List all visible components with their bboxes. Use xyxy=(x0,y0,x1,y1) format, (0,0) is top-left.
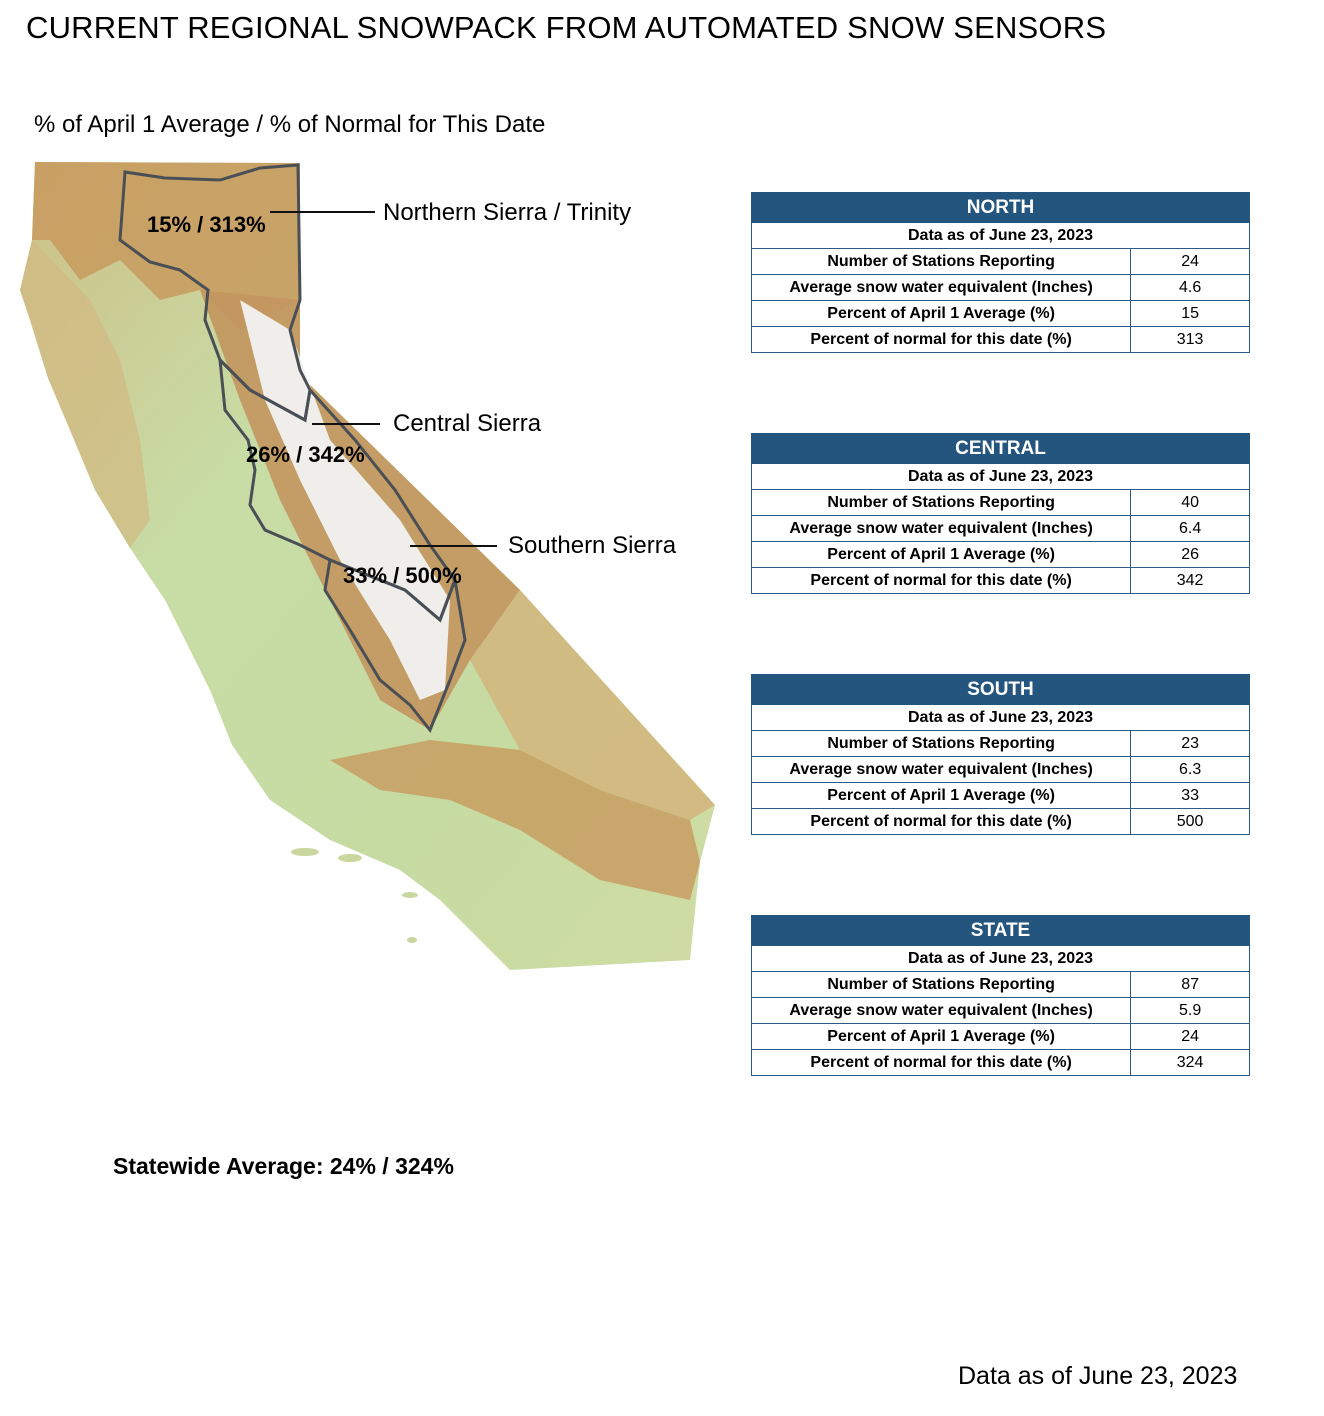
state-table xyxy=(751,915,1250,1076)
central-table xyxy=(751,433,1250,594)
central-region-name: Central Sierra xyxy=(393,410,542,437)
swe-label: Average snow water equivalent (Inches) xyxy=(752,516,1131,542)
stations-value: 87 xyxy=(1131,972,1250,998)
table-header: SOUTH xyxy=(752,675,1250,705)
april1-label: Percent of April 1 Average (%) xyxy=(752,301,1131,327)
stations-value: 24 xyxy=(1131,249,1250,275)
swe-value: 5.9 xyxy=(1131,998,1250,1024)
south-region-name: Southern Sierra xyxy=(508,532,677,559)
table-date: Data as of June 23, 2023 xyxy=(752,946,1250,972)
april1-value: 33 xyxy=(1131,783,1250,809)
stations-value: 23 xyxy=(1131,731,1250,757)
april1-label: Percent of April 1 Average (%) xyxy=(752,542,1131,568)
table-header: CENTRAL xyxy=(752,434,1250,464)
swe-label: Average snow water equivalent (Inches) xyxy=(752,998,1131,1024)
april1-value: 26 xyxy=(1131,542,1250,568)
north-region-stat: 15% / 313% xyxy=(147,212,266,237)
stations-label: Number of Stations Reporting xyxy=(752,490,1131,516)
normal-value: 313 xyxy=(1131,327,1250,353)
central-region-stat: 26% / 342% xyxy=(246,442,365,467)
april1-value: 24 xyxy=(1131,1024,1250,1050)
april1-label: Percent of April 1 Average (%) xyxy=(752,783,1131,809)
north-table xyxy=(751,192,1250,353)
north-region-name: Northern Sierra / Trinity xyxy=(383,199,632,226)
swe-label: Average snow water equivalent (Inches) xyxy=(752,757,1131,783)
table-date: Data as of June 23, 2023 xyxy=(752,464,1250,490)
april1-value: 15 xyxy=(1131,301,1250,327)
normal-value: 342 xyxy=(1131,568,1250,594)
normal-label: Percent of normal for this date (%) xyxy=(752,1050,1131,1076)
stations-label: Number of Stations Reporting xyxy=(752,249,1131,275)
swe-value: 4.6 xyxy=(1131,275,1250,301)
april1-label: Percent of April 1 Average (%) xyxy=(752,1024,1131,1050)
table-header: NORTH xyxy=(752,193,1250,223)
table-date: Data as of June 23, 2023 xyxy=(752,705,1250,731)
normal-label: Percent of normal for this date (%) xyxy=(752,327,1131,353)
stations-label: Number of Stations Reporting xyxy=(752,731,1131,757)
south-region-stat: 33% / 500% xyxy=(343,563,462,588)
swe-value: 6.3 xyxy=(1131,757,1250,783)
normal-label: Percent of normal for this date (%) xyxy=(752,809,1131,835)
stations-value: 40 xyxy=(1131,490,1250,516)
stations-label: Number of Stations Reporting xyxy=(752,972,1131,998)
normal-value: 500 xyxy=(1131,809,1250,835)
footer-date: Data as of June 23, 2023 xyxy=(958,1362,1238,1390)
statewide-average: Statewide Average: 24% / 324% xyxy=(113,1153,454,1179)
map-subtitle: % of April 1 Average / % of Normal for This Date xyxy=(34,111,546,138)
swe-label: Average snow water equivalent (Inches) xyxy=(752,275,1131,301)
normal-label: Percent of normal for this date (%) xyxy=(752,568,1131,594)
page-title: CURRENT REGIONAL SNOWPACK FROM AUTOMATED SNOW SENSORS xyxy=(26,10,1107,45)
normal-value: 324 xyxy=(1131,1050,1250,1076)
table-date: Data as of June 23, 2023 xyxy=(752,223,1250,249)
table-header: STATE xyxy=(752,916,1250,946)
swe-value: 6.4 xyxy=(1131,516,1250,542)
south-table xyxy=(751,674,1250,835)
